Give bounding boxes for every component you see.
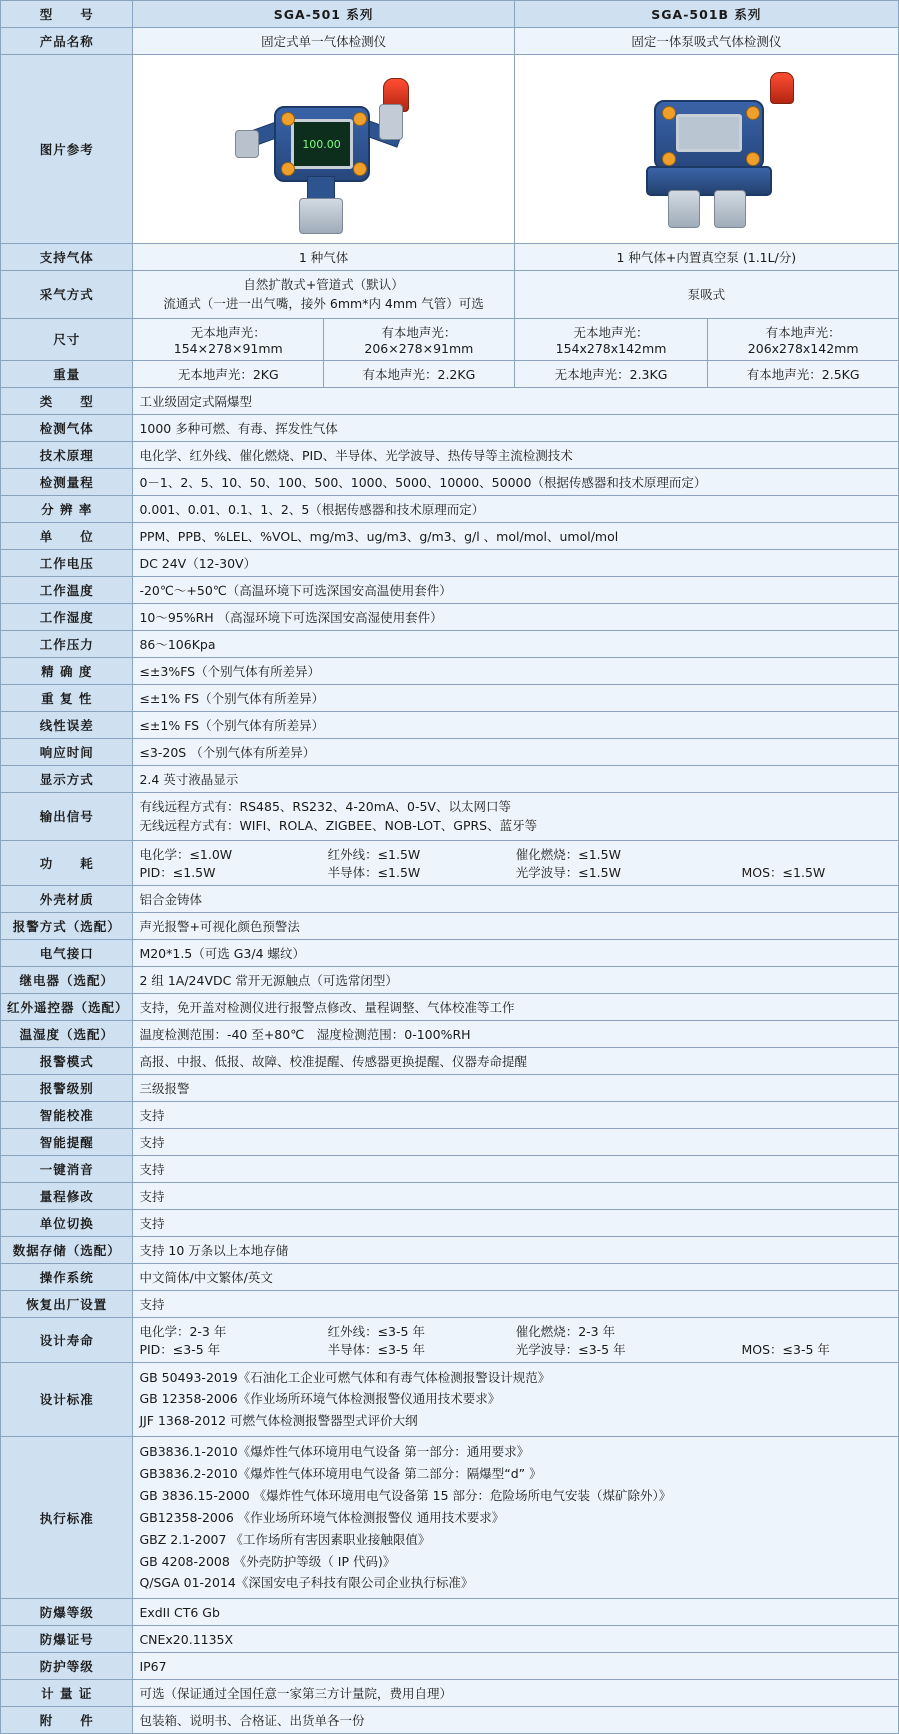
row-value: 电化学、红外线、催化燃烧、PID、半导体、光学波导、热传导等主流检测技术 xyxy=(133,441,899,468)
row-label: 计 量 证 xyxy=(1,1680,133,1707)
table-row xyxy=(1,1437,899,1599)
table-row xyxy=(1,1362,899,1437)
power-item: 红外线：≤1.5W xyxy=(327,846,421,862)
row-value: 1000 多种可燃、有毒、挥发性气体 xyxy=(133,414,899,441)
row-label: 防爆证号 xyxy=(1,1626,133,1653)
power-item: 光学波导：≤1.5W xyxy=(515,864,621,880)
table-row xyxy=(1,441,899,468)
header-label-cell: 型 号 xyxy=(1,1,133,28)
row-value-right: 1 种气体+内置真空泵 (1.1L/分) xyxy=(514,244,898,271)
power-item: 电化学：≤1.0W xyxy=(139,846,233,862)
row-label: 检测量程 xyxy=(1,468,133,495)
power-item: MOS：≤3-5 年 xyxy=(741,1341,830,1357)
power-item xyxy=(741,845,892,863)
row-value xyxy=(133,840,899,885)
row-label: 技术原理 xyxy=(1,441,133,468)
row-label: 外壳材质 xyxy=(1,885,133,912)
table-row xyxy=(1,1653,899,1680)
row-label: 电气接口 xyxy=(1,939,133,966)
row-label: 采气方式 xyxy=(1,271,133,319)
table-row xyxy=(1,1155,899,1182)
row-value-left: 固定式单一气体检测仪 xyxy=(133,28,514,55)
row-label: 智能校准 xyxy=(1,1101,133,1128)
row-value-4: 有本地声光：206x278x142mm xyxy=(708,318,899,360)
row-value: ≤±1% FS（个别气体有所差异） xyxy=(133,711,899,738)
table-row xyxy=(1,711,899,738)
model-header-2: SGA-501B 系列 xyxy=(514,1,898,28)
table-row xyxy=(1,1128,899,1155)
row-label: 工作电压 xyxy=(1,549,133,576)
power-item: 半导体：≤1.5W xyxy=(327,864,421,880)
table-header-row xyxy=(1,1,899,28)
standard-item: GB 50493-2019《石油化工企业可燃气体和有毒气体检测报警设计规范》 xyxy=(139,1369,551,1385)
row-label: 工作压力 xyxy=(1,630,133,657)
standard-item: Q/SGA 01-2014《深国安电子科技有限公司企业执行标准》 xyxy=(139,1575,474,1591)
row-value-2: 有本地声光：206×278×91mm xyxy=(324,318,515,360)
row-value xyxy=(133,1362,899,1437)
table-row xyxy=(1,1020,899,1047)
table-row xyxy=(1,993,899,1020)
row-value: 2.4 英寸液晶显示 xyxy=(133,765,899,792)
power-item: 电化学：2-3 年 xyxy=(139,1323,227,1339)
row-label: 检测气体 xyxy=(1,414,133,441)
table-row xyxy=(1,271,899,319)
row-value: 支持 xyxy=(133,1182,899,1209)
row-value: 包装箱、说明书、合格证、出货单各一份 xyxy=(133,1707,899,1734)
power-item: MOS：≤1.5W xyxy=(741,864,826,880)
table-row xyxy=(1,1317,899,1362)
row-value: DC 24V（12-30V） xyxy=(133,549,899,576)
device-image-pump xyxy=(521,59,892,239)
table-row xyxy=(1,885,899,912)
table-row xyxy=(1,912,899,939)
row-value: 可选（保证通过全国任意一家第三方计量院，费用自理） xyxy=(133,1680,899,1707)
row-label: 重量 xyxy=(1,360,133,387)
row-value: 支持 xyxy=(133,1155,899,1182)
image-cell-left xyxy=(133,55,514,244)
row-value: 中文简体/中文繁体/英文 xyxy=(133,1263,899,1290)
row-label: 一键消音 xyxy=(1,1155,133,1182)
standard-item: JJF 1368-2012 可燃气体检测报警器型式评价大纲 xyxy=(139,1413,418,1429)
row-label: 红外遥控器（选配） xyxy=(1,993,133,1020)
row-label: 功 耗 xyxy=(1,840,133,885)
row-value: 86～106Kpa xyxy=(133,630,899,657)
row-value: 高报、中报、低报、故障、校准提醒、传感器更换提醒、仪器寿命提醒 xyxy=(133,1047,899,1074)
standard-item: GB 4208-2008 《外壳防护等级（ IP 代码)》 xyxy=(139,1553,396,1569)
row-value: CNEx20.1135X xyxy=(133,1626,899,1653)
table-row xyxy=(1,1074,899,1101)
table-row xyxy=(1,684,899,711)
row-label: 线性误差 xyxy=(1,711,133,738)
table-row xyxy=(1,1680,899,1707)
row-value-3: 无本地声光：154x278x142mm xyxy=(514,318,708,360)
row-value: IP67 xyxy=(133,1653,899,1680)
table-row xyxy=(1,738,899,765)
table-row xyxy=(1,522,899,549)
row-label: 支持气体 xyxy=(1,244,133,271)
table-row xyxy=(1,360,899,387)
row-label: 产品名称 xyxy=(1,28,133,55)
row-value: 铝合金铸体 xyxy=(133,885,899,912)
row-label: 执行标准 xyxy=(1,1437,133,1599)
row-label: 数据存储（选配） xyxy=(1,1236,133,1263)
row-value: 支持 10 万条以上本地存储 xyxy=(133,1236,899,1263)
power-item: 催化燃烧：2-3 年 xyxy=(515,1323,616,1339)
table-row xyxy=(1,1263,899,1290)
table-row xyxy=(1,765,899,792)
row-label: 报警模式 xyxy=(1,1047,133,1074)
row-label: 报警方式（选配） xyxy=(1,912,133,939)
model-header-1: SGA-501 系列 xyxy=(133,1,514,28)
row-value: ExdII CT6 Gb xyxy=(133,1599,899,1626)
row-value xyxy=(133,1317,899,1362)
row-value: 0.001、0.01、0.1、1、2、5（根据传感器和技术原理而定） xyxy=(133,495,899,522)
table-row xyxy=(1,966,899,993)
row-label: 工作温度 xyxy=(1,576,133,603)
row-value-left: 自然扩散式+管道式（默认） 流通式（一进一出气嘴，接外 6mm*内 4mm 气管）可选 xyxy=(133,271,514,319)
standard-item: GB3836.2-2010《爆炸性气体环境用电气设备 第二部分：隔爆型“d” 》 xyxy=(139,1466,542,1481)
standard-item: GB 3836.15-2000 《爆炸性气体环境用电气设备第 15 部分：危险场所电气安装（煤矿除外）》 xyxy=(139,1487,672,1503)
row-value: ≤3-20S （个别气体有所差异） xyxy=(133,738,899,765)
row-value: 支持 xyxy=(133,1101,899,1128)
row-value: M20*1.5（可选 G3/4 螺纹） xyxy=(133,939,899,966)
row-label: 分 辨 率 xyxy=(1,495,133,522)
row-label: 响应时间 xyxy=(1,738,133,765)
table-row xyxy=(1,414,899,441)
row-value: PPM、PPB、%LEL、%VOL、mg/m3、ug/m3、g/m3、g/l 、mol/mol、umol/mol xyxy=(133,522,899,549)
row-value: 有线远程方式有：RS485、RS232、4-20mA、0-5V、以太网口等 无线远程方式有：WIFI、ROLA、ZIGBEE、NOB-LOT、GPRS、蓝牙等 xyxy=(133,792,899,840)
row-value-2: 有本地声光：2.2KG xyxy=(324,360,515,387)
table-row xyxy=(1,1101,899,1128)
table-row xyxy=(1,318,899,360)
power-item: 光学波导：≤3-5 年 xyxy=(515,1341,626,1357)
row-label: 工作湿度 xyxy=(1,603,133,630)
standard-item: GB12358-2006 《作业场所环境气体检测报警仪 通用技术要求》 xyxy=(139,1509,505,1525)
device-image-single: 100.00 xyxy=(139,59,507,239)
row-label: 输出信号 xyxy=(1,792,133,840)
table-row xyxy=(1,468,899,495)
table-row xyxy=(1,939,899,966)
row-value-right: 固定一体泵吸式气体检测仪 xyxy=(514,28,898,55)
row-value xyxy=(133,1437,899,1599)
power-item: 红外线：≤3-5 年 xyxy=(327,1323,425,1339)
power-item: 半导体：≤3-5 年 xyxy=(327,1341,425,1357)
row-label: 重 复 性 xyxy=(1,684,133,711)
table-row xyxy=(1,1209,899,1236)
row-label: 继电器（选配） xyxy=(1,966,133,993)
table-row xyxy=(1,792,899,840)
row-value: 工业级固定式隔爆型 xyxy=(133,387,899,414)
row-label: 尺寸 xyxy=(1,318,133,360)
row-label: 图片参考 xyxy=(1,55,133,244)
row-value: 支持 xyxy=(133,1209,899,1236)
row-value: ≤±1% FS（个别气体有所差异） xyxy=(133,684,899,711)
table-row xyxy=(1,657,899,684)
standard-item: GBZ 2.1-2007 《工作场所有害因素职业接触限值》 xyxy=(139,1531,431,1547)
standard-item: GB3836.1-2010《爆炸性气体环境用电气设备 第一部分：通用要求》 xyxy=(139,1444,530,1460)
row-label: 智能提醒 xyxy=(1,1128,133,1155)
power-item: PID：≤3-5 年 xyxy=(139,1341,221,1357)
row-value: 声光报警+可视化颜色预警法 xyxy=(133,912,899,939)
row-label: 操作系统 xyxy=(1,1263,133,1290)
row-label: 温湿度（选配） xyxy=(1,1020,133,1047)
row-value-1: 无本地声光：2KG xyxy=(133,360,324,387)
table-row xyxy=(1,1236,899,1263)
table-row xyxy=(1,549,899,576)
image-cell-right xyxy=(514,55,898,244)
row-value: 2 组 1A/24VDC 常开无源触点（可选常闭型） xyxy=(133,966,899,993)
row-label: 类 型 xyxy=(1,387,133,414)
row-label: 防护等级 xyxy=(1,1653,133,1680)
table-row xyxy=(1,387,899,414)
row-label: 量程修改 xyxy=(1,1182,133,1209)
table-row xyxy=(1,630,899,657)
row-label: 附 件 xyxy=(1,1707,133,1734)
row-value-left: 1 种气体 xyxy=(133,244,514,271)
row-value: 10～95%RH （高湿环境下可选深国安高湿使用套件） xyxy=(133,603,899,630)
row-value-4: 有本地声光：2.5KG xyxy=(708,360,899,387)
row-value-1: 无本地声光：154×278×91mm xyxy=(133,318,324,360)
row-label: 精 确 度 xyxy=(1,657,133,684)
table-row xyxy=(1,244,899,271)
row-label: 设计标准 xyxy=(1,1362,133,1437)
table-row xyxy=(1,840,899,885)
table-row xyxy=(1,1182,899,1209)
table-row xyxy=(1,1047,899,1074)
table-row xyxy=(1,603,899,630)
row-value: 三级报警 xyxy=(133,1074,899,1101)
table-row xyxy=(1,1290,899,1317)
row-label: 单 位 xyxy=(1,522,133,549)
row-label: 恢复出厂设置 xyxy=(1,1290,133,1317)
power-item xyxy=(741,1322,892,1340)
table-row xyxy=(1,576,899,603)
row-label: 显示方式 xyxy=(1,765,133,792)
row-value: 温度检测范围：-40 至+80℃ 湿度检测范围：0-100%RH xyxy=(133,1020,899,1047)
row-label: 单位切换 xyxy=(1,1209,133,1236)
row-value-3: 无本地声光：2.3KG xyxy=(514,360,708,387)
row-value: 支持 xyxy=(133,1128,899,1155)
power-item: PID：≤1.5W xyxy=(139,864,216,880)
row-value-right: 泵吸式 xyxy=(514,271,898,319)
table-row xyxy=(1,1707,899,1734)
table-row xyxy=(1,55,899,244)
row-value: 支持，免开盖对检测仪进行报警点修改、量程调整、气体校准等工作 xyxy=(133,993,899,1020)
table-row xyxy=(1,1599,899,1626)
row-value: -20℃～+50℃（高温环境下可选深国安高温使用套件） xyxy=(133,576,899,603)
row-value: ≤±3%FS（个别气体有所差异） xyxy=(133,657,899,684)
row-label: 设计寿命 xyxy=(1,1317,133,1362)
power-item: 催化燃烧：≤1.5W xyxy=(515,846,621,862)
row-value: 支持 xyxy=(133,1290,899,1317)
row-label: 报警级别 xyxy=(1,1074,133,1101)
row-value: 0－1、2、5、10、50、100、500、1000、5000、10000、50000（根据传感器和技术原理而定） xyxy=(133,468,899,495)
standard-item: GB 12358-2006《作业场所环境气体检测报警仪通用技术要求》 xyxy=(139,1391,501,1407)
table-row xyxy=(1,495,899,522)
row-label: 防爆等级 xyxy=(1,1599,133,1626)
table-row xyxy=(1,1626,899,1653)
table-row xyxy=(1,28,899,55)
